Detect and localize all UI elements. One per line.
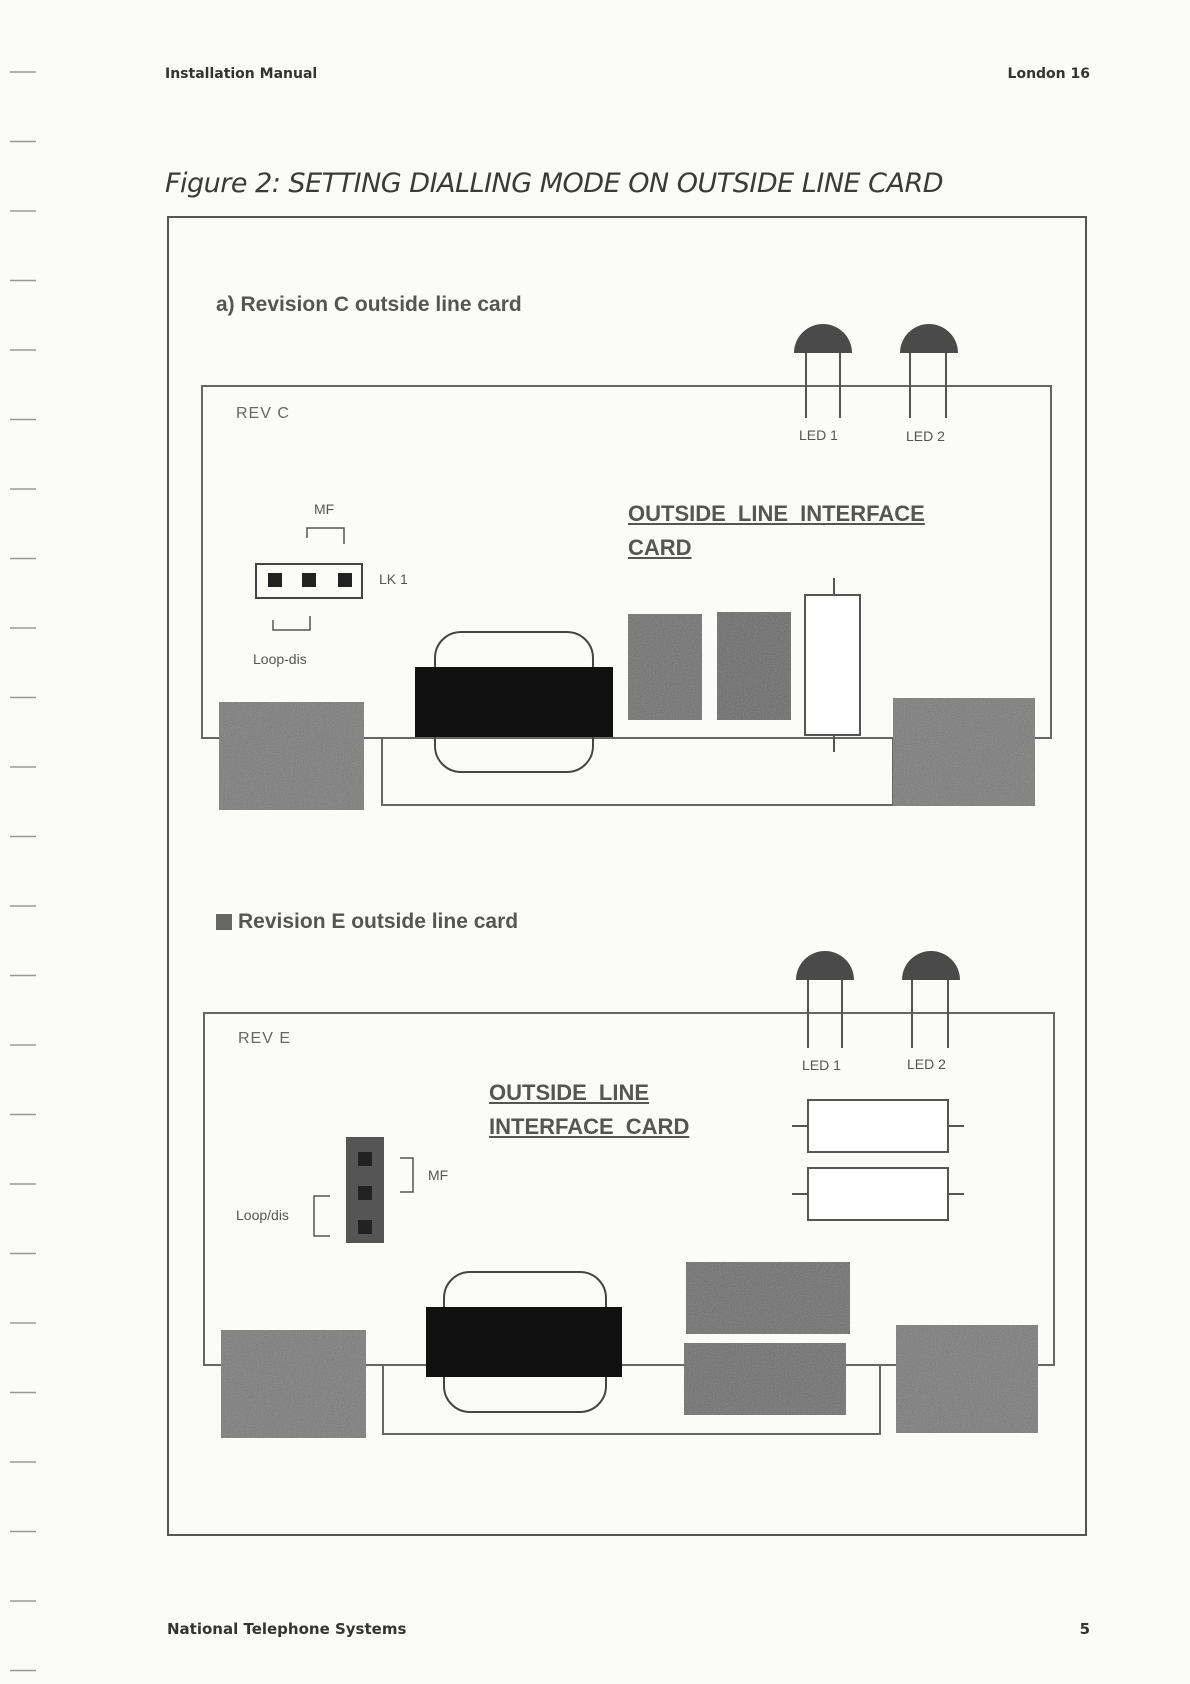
rev-e-mf-label: MF (428, 1167, 449, 1183)
figure-title: Figure 2: SETTING DIALLING MODE ON OUTSIDE LINE CARD (165, 168, 944, 199)
rev-c-mf-label: MF (314, 501, 335, 517)
rev-e-led2-label: LED 2 (907, 1056, 946, 1072)
section-a-title: a) Revision C outside line card (216, 293, 522, 316)
rev-e-label: REV E (238, 1030, 292, 1047)
rev-e-card-title: OUTSIDE LINE INTERFACE CARD (489, 1080, 690, 1139)
rev-c-led1-label: LED 1 (799, 427, 838, 443)
section-b-title-text: Revision E outside line card (238, 910, 519, 933)
header-manual-title: Installation Manual (165, 66, 318, 82)
header-model-name: London 16 (1007, 66, 1090, 82)
rev-c-card-title: OUTSIDE LINE INTERFACE CARD (628, 501, 925, 560)
rev-e-loop-label: Loop/dis (236, 1207, 289, 1223)
page-number: 5 (1079, 1620, 1090, 1638)
rev-c-label: REV C (236, 405, 290, 422)
section-b-title (216, 910, 518, 934)
rev-c-loop-label: Loop-dis (253, 651, 307, 667)
rev-e-led1-label: LED 1 (802, 1057, 841, 1073)
rev-c-led2-label: LED 2 (906, 428, 945, 444)
square-bullet-icon (216, 914, 232, 930)
margin-ticks (0, 0, 50, 1684)
footer-company: National Telephone Systems (167, 1620, 407, 1638)
rev-c-lk1-label: LK 1 (379, 571, 408, 587)
